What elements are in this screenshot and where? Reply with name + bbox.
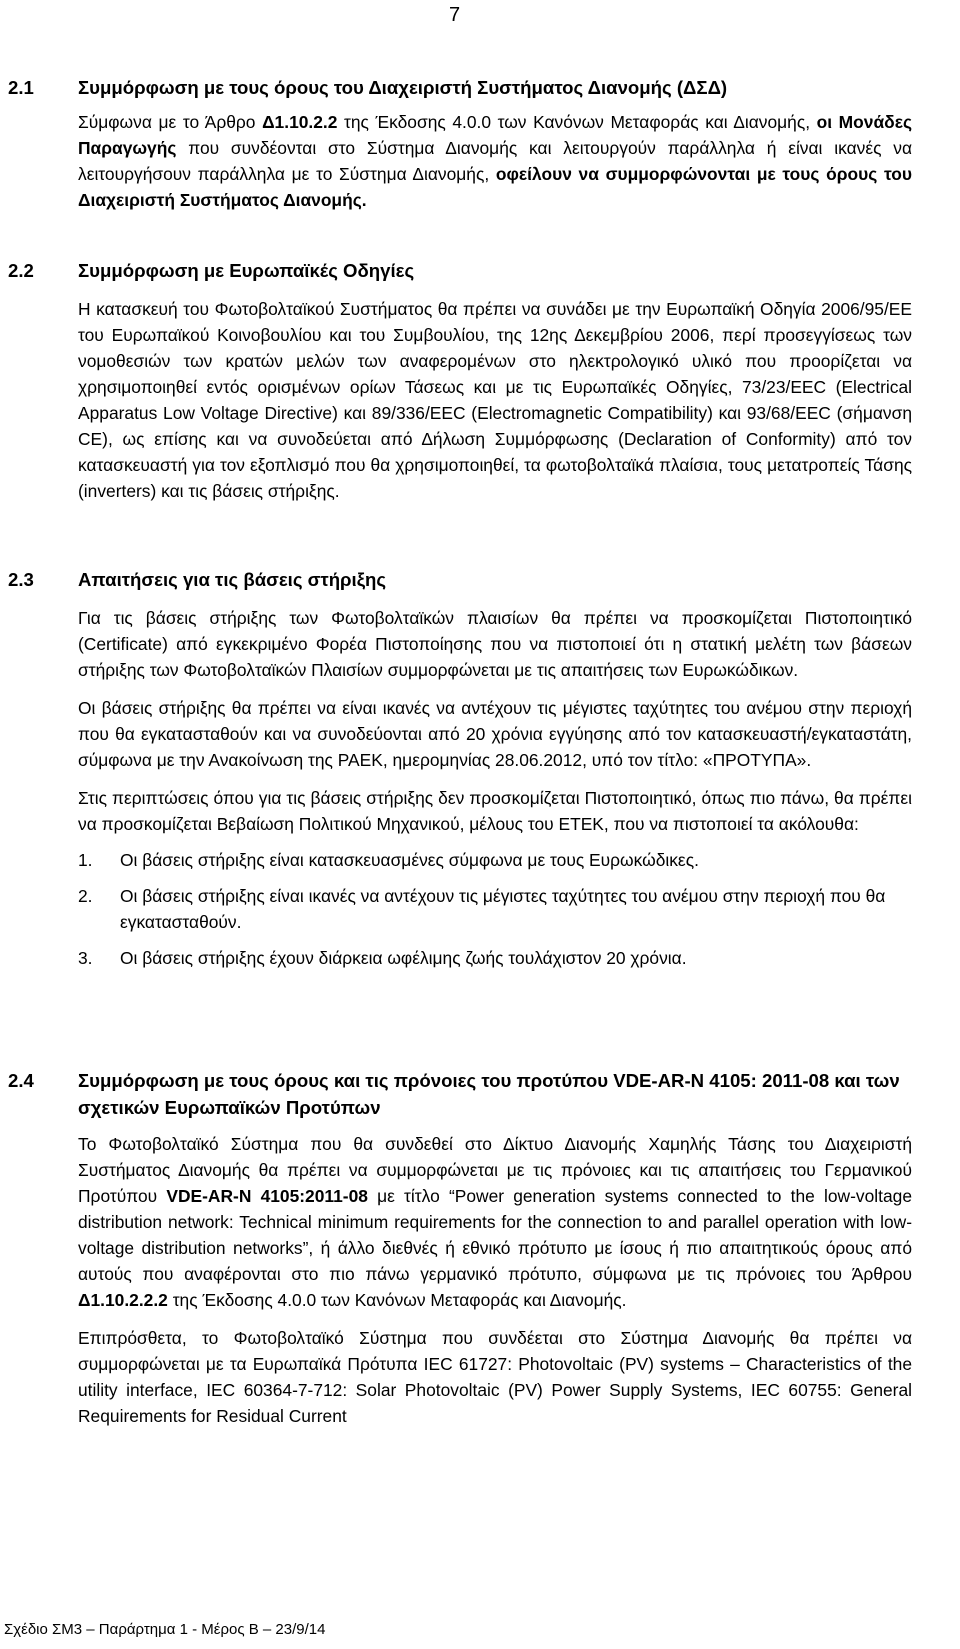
text-run: της Έκδοσης 4.0.0 των Κανόνων Μεταφοράς και Διανομής. bbox=[167, 1290, 627, 1310]
list-number: 2. bbox=[78, 886, 93, 906]
paragraph bbox=[78, 1131, 912, 1313]
text-run: της Έκδοσης 4.0.0 των Κανόνων Μεταφοράς και Διανομής, bbox=[337, 112, 817, 132]
list-number: 3. bbox=[78, 948, 93, 968]
text-run: Το Φωτοβολταϊκό Σύστημα που θα συνδεθεί στο Δίκτυο Διανομής Χαμηλής Τάσης του Διαχειριστή Συστήματος Διανομής θα πρέπει να συμμορφώνεται με τις πρόνοιες και τις απαιτήσεις του Γερμανικού Προτύπου bbox=[78, 1134, 912, 1206]
section-title: Συμμόρφωση με Ευρωπαϊκές Οδηγίες bbox=[78, 260, 415, 281]
list-item bbox=[78, 945, 912, 971]
bold-text: οι Μονάδες Παραγωγής bbox=[78, 112, 912, 158]
paragraph: Οι βάσεις στήριξης θα πρέπει να είναι ικανές να αντέχουν τις μέγιστες ταχύτητες του ανέμου στην περιοχή που θα εγκατασταθούν και να συνοδεύονται από 20 χρόνια εγγύησης από τον κατασκευαστή/εγκαταστάτη, σύμφωνα με την Ανακοίνωση της ΡΑΕΚ, ημερομηνίας 28.06.2012, υπό τον τίτλο: «ΠΡΟΤΥΠΑ». bbox=[78, 698, 912, 770]
section-heading bbox=[8, 1067, 912, 1121]
section-number: 2.1 bbox=[8, 77, 34, 98]
text-run: Σύμφωνα με το Άρθρο bbox=[78, 112, 263, 132]
section-number: 2.2 bbox=[8, 260, 34, 281]
section-title: Απαιτήσεις για τις βάσεις στήριξης bbox=[78, 569, 387, 590]
section-heading bbox=[8, 74, 912, 101]
list-text: Οι βάσεις στήριξης έχουν διάρκεια ωφέλιμης ζωής τουλάχιστον 20 χρόνια. bbox=[120, 948, 687, 968]
paragraph: Για τις βάσεις στήριξης των Φωτοβολταϊκών πλαισίων θα πρέπει να προσκομίζεται Πιστοποιητικό (Certificate) από εγκεκριμένο Φορέα Πιστοποίησης που να πιστοποιεί ότι η στατική μελέτη των βάσεων στήριξης των Φωτοβολταϊκών Πλαισίων συμμορφώνεται με τις απαιτήσεις των Ευρωκώδικων. bbox=[78, 608, 912, 680]
paragraph: Στις περιπτώσεις όπου για τις βάσεις στήριξης δεν προσκομίζεται Πιστοποιητικό, όπως πιο πάνω, θα πρέπει να προσκομίζεται Βεβαίωση Πολιτικού Μηχανικού, μέλους του ΕΤΕΚ, που να πιστοποιεί τα ακόλουθα: bbox=[78, 788, 912, 834]
section-title: Συμμόρφωση με τους όρους και τις πρόνοιες του προτύπου VDE-AR-N 4105: 2011-08 και των σχετικών Ευρωπαϊκών Προτύπων bbox=[78, 1070, 900, 1118]
section-heading bbox=[8, 566, 912, 593]
section-2-1 bbox=[8, 74, 912, 213]
section-2-4 bbox=[8, 1067, 912, 1429]
text-run: που συνδέονται στο Σύστημα Διανομής και λειτουργούν παράλληλα ή είναι ικανές να λειτουργήσουν παράλληλα με το Σύστημα Διανομής, bbox=[78, 138, 912, 184]
section-2-3 bbox=[8, 566, 912, 971]
bold-text: οφείλουν να συμμορφώνονται με τους όρους του Διαχειριστή Συστήματος Διανομής. bbox=[78, 164, 912, 210]
list-number: 1. bbox=[78, 850, 93, 870]
article-reference: Δ1.10.2.2.2 bbox=[78, 1290, 168, 1310]
paragraph: Η κατασκευή του Φωτοβολταϊκού Συστήματος θα πρέπει να συνάδει με την Ευρωπαϊκή Οδηγία 2006/95/ΕΕ του Ευρωπαϊκού Κοινοβουλίου και του Συμβουλίου, της 12ης Δεκεμβρίου 2006, περί προσεγγίσεως των νομοθεσιών των κρατών μελών των αναφερομένων στο ηλεκτρολογικό υλικό που προορίζεται να χρησιμοποιηθεί εντός ορισμένων ορίων Τάσεως και με τις Ευρωπαϊκές Οδηγίες, 73/23/EEC (Electrical Apparatus Low Voltage Directive) και 89/336/EEC (Electromagnetic Compatibility) και 93/68/EEC (σήμανση CE), ως επίσης και να συνοδεύεται από Δήλωση Συμμόρφωσης (Declaration of Conformity) από τον κατασκευαστή για τον εξοπλισμό που θα χρησιμοποιηθεί, τα φωτοβολταϊκά πλαίσια, τους μετατροπείς Τάσης (inverters) και τις βάσεις στήριξης. bbox=[78, 299, 912, 501]
standard-reference: VDE-AR-N 4105:2011-08 bbox=[166, 1186, 368, 1206]
list-text: Οι βάσεις στήριξης είναι κατασκευασμένες σύμφωνα με τους Ευρωκώδικες. bbox=[120, 850, 699, 870]
paragraph: Επιπρόσθετα, το Φωτοβολταϊκό Σύστημα που συνδέεται στο Σύστημα Διανομής θα πρέπει να συμμορφώνεται με τα Ευρωπαϊκά Πρότυπα IEC 61727: Photovoltaic (PV) systems – Characteristics of the utility interface, IEC 60364-7-712: Solar Photovoltaic (PV) Power Supply Systems, IEC 60755: General Requirements for Residual Current bbox=[78, 1328, 912, 1426]
section-2-2 bbox=[8, 257, 912, 504]
section-heading bbox=[8, 257, 912, 284]
list-text: Οι βάσεις στήριξης είναι ικανές να αντέχουν τις μέγιστες ταχύτητες του ανέμου στην περιοχή που θα εγκατασταθούν. bbox=[120, 886, 886, 932]
list-item bbox=[78, 847, 912, 873]
section-number: 2.4 bbox=[8, 1070, 34, 1091]
text-run: με τίτλο “Power generation systems connected to the low-voltage distribution network: Technical minimum requirements for the connection to and parallel operation with low-voltage distribution networks”, ή άλλο διεθνές ή εθνικό πρότυπο με ίσους ή πιο απαιτητικούς όρους από αυτούς που αναφέρονται στο πιο πάνω γερμανικό πρότυπο, σύμφωνα με τις πρόνοιες του Άρθρου bbox=[78, 1186, 912, 1284]
list-item bbox=[78, 883, 912, 935]
section-number: 2.3 bbox=[8, 569, 34, 590]
section-title: Συμμόρφωση με τους όρους του Διαχειριστή Συστήματος Διανομής (ΔΣΔ) bbox=[78, 77, 728, 98]
article-reference: Δ1.10.2.2 bbox=[262, 112, 338, 132]
page-number: 7 bbox=[449, 4, 461, 26]
page-footer: Σχέδιο ΣΜ3 – Παράρτημα 1 - Μέρος Β – 23/9/14 bbox=[4, 1621, 326, 1638]
paragraph bbox=[78, 109, 912, 213]
